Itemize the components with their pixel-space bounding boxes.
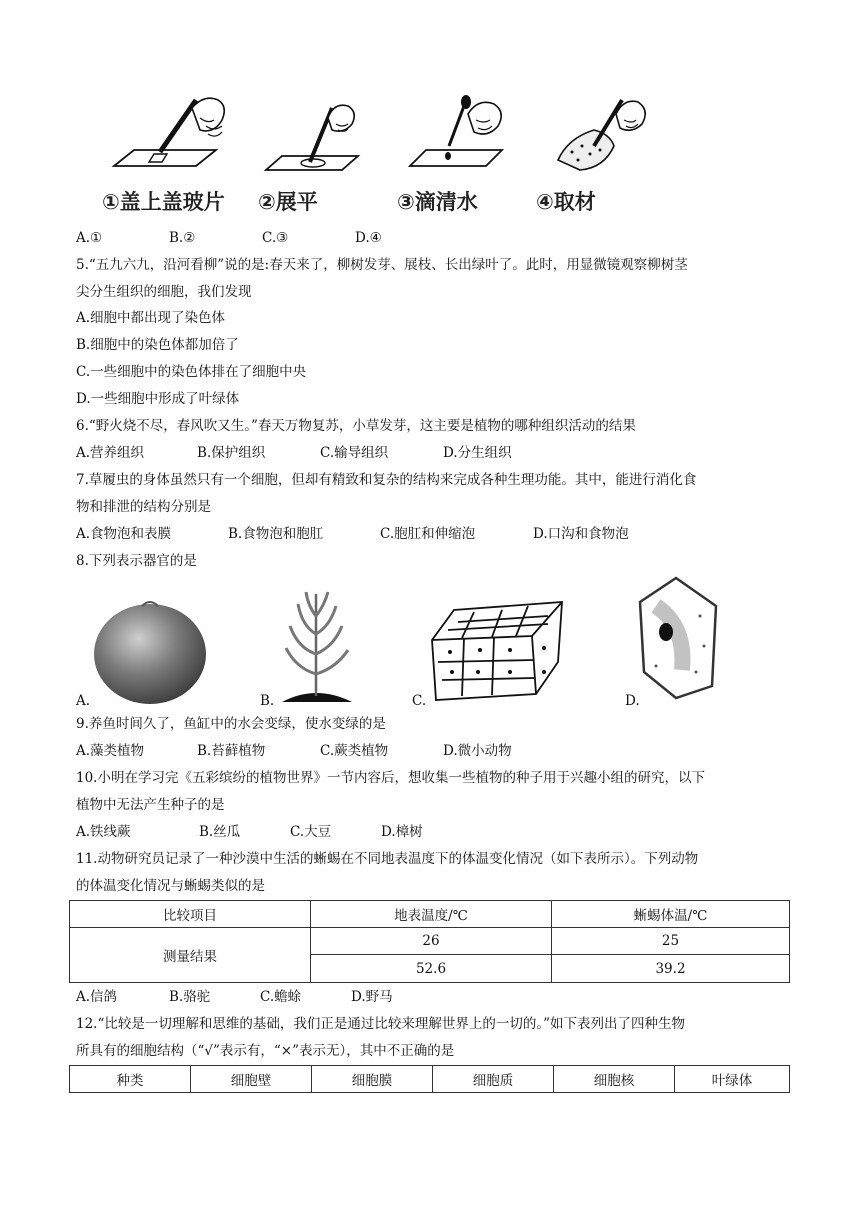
q8-option-b[interactable]: B. bbox=[260, 693, 275, 709]
table-header-cell: 地表温度/℃ bbox=[311, 901, 552, 928]
q4-option-a[interactable]: A.① bbox=[76, 230, 103, 246]
q10-option-b[interactable]: B.丝瓜 bbox=[199, 824, 241, 840]
tomato-image bbox=[90, 596, 210, 706]
q6-option-d[interactable]: D.分生组织 bbox=[443, 445, 512, 461]
q10-option-d[interactable]: D.樟树 bbox=[381, 824, 423, 840]
q4-option-b[interactable]: B.② bbox=[169, 230, 196, 246]
q9-option-d[interactable]: D.微小动物 bbox=[443, 743, 512, 759]
q12-stem-line2: 所具有的细胞结构（“√”表示有，“×”表示无），其中不正确的是 bbox=[76, 1043, 455, 1059]
q5-stem-line2: 尖分生组织的细胞，我们发现 bbox=[76, 284, 252, 300]
q4-option-d[interactable]: D.④ bbox=[355, 230, 382, 246]
q10-option-c[interactable]: C.大豆 bbox=[290, 824, 332, 840]
step-label-cover-slip: ①盖上盖玻片 bbox=[102, 190, 225, 214]
table-header-cell: 细胞壁 bbox=[191, 1066, 312, 1093]
q5-option-c[interactable]: C.一些细胞中的染色体排在了细胞中央 bbox=[76, 364, 307, 380]
q10-stem-line2: 植物中无法产生种子的是 bbox=[76, 797, 225, 813]
q5-stem-line1: 5.“五九六九，沿河看柳”说的是:春天来了，柳树发芽、展枝、长出绿叶了。此时，用显微镜观察柳树茎 bbox=[76, 257, 688, 273]
q11-stem-line1: 11.动物研究员记录了一种沙漠中生活的蜥蜴在不同地表温度下的体温变化情况（如下表所示）。下列动物 bbox=[76, 851, 699, 867]
q8-option-a[interactable]: A. bbox=[76, 693, 91, 709]
q7-option-c[interactable]: C.胞肛和伸缩泡 bbox=[380, 526, 476, 542]
table-header-cell: 细胞膜 bbox=[312, 1066, 433, 1093]
table-cell: 52.6 bbox=[311, 955, 552, 983]
q7-stem-line2: 物和排泄的结构分别是 bbox=[76, 499, 211, 515]
q9-stem: 9.养鱼时间久了，鱼缸中的水会变绿，使水变绿的是 bbox=[76, 716, 386, 732]
table-cell: 39.2 bbox=[552, 955, 790, 983]
table-header-cell: 比较项目 bbox=[70, 901, 311, 928]
q4-option-c[interactable]: C.③ bbox=[262, 230, 289, 246]
lizard-temperature-table bbox=[69, 900, 790, 983]
q9-option-a[interactable]: A.藻类植物 bbox=[76, 743, 145, 759]
q8-stem: 8.下列表示器官的是 bbox=[76, 553, 197, 569]
q11-option-b[interactable]: B.骆驼 bbox=[169, 989, 211, 1005]
tissue-sampling-illustration bbox=[550, 88, 660, 183]
q12-stem-line1: 12.“比较是一切理解和思维的基础，我们正是通过比较来理解世界上的一切的。”如下表列出了四种生物 bbox=[76, 1016, 686, 1032]
q11-option-a[interactable]: A.信鸽 bbox=[76, 989, 118, 1005]
q9-option-b[interactable]: B.苔藓植物 bbox=[197, 743, 266, 759]
step-label-drop-water: ③滴清水 bbox=[397, 190, 478, 214]
q5-option-b[interactable]: B.细胞中的染色体都加倍了 bbox=[76, 337, 239, 353]
q8-option-d[interactable]: D. bbox=[625, 693, 640, 709]
table-row bbox=[70, 928, 790, 955]
table-cell: 26 bbox=[311, 928, 552, 955]
q9-option-c[interactable]: C.蕨类植物 bbox=[320, 743, 389, 759]
dropper-illustration bbox=[402, 88, 522, 183]
plant-cell-image bbox=[636, 576, 726, 700]
q7-stem-line1: 7.草履虫的身体虽然只有一个细胞，但却有精致和复杂的结构来完成各种生理功能。其中，能进行消化食 bbox=[76, 472, 697, 488]
table-header-cell: 细胞核 bbox=[554, 1066, 675, 1093]
q5-option-d[interactable]: D.一些细胞中形成了叶绿体 bbox=[76, 391, 240, 407]
table-header-cell: 种类 bbox=[70, 1066, 191, 1093]
table-header-row bbox=[70, 901, 790, 928]
cover-slip-illustration bbox=[104, 88, 244, 183]
q7-option-a[interactable]: A.食物泡和表膜 bbox=[76, 526, 172, 542]
table-header-cell: 细胞质 bbox=[433, 1066, 554, 1093]
q10-stem-line1: 10.小明在学习完《五彩缤纷的植物世界》一节内容后，想收集一些植物的种子用于兴趣小组的研究，以下 bbox=[76, 770, 705, 786]
q7-option-b[interactable]: B.食物泡和胞肛 bbox=[228, 526, 324, 542]
table-cell: 25 bbox=[552, 928, 790, 955]
table-header-cell: 叶绿体 bbox=[675, 1066, 790, 1093]
step-label-take-material: ④取材 bbox=[536, 190, 596, 214]
cell-structure-table bbox=[69, 1065, 790, 1093]
q6-option-c[interactable]: C.输导组织 bbox=[320, 445, 389, 461]
q5-option-a[interactable]: A.细胞中都出现了染色体 bbox=[76, 310, 226, 326]
q11-stem-line2: 的体温变化情况与蜥蜴类似的是 bbox=[76, 878, 265, 894]
epidermal-tissue-image bbox=[428, 592, 568, 702]
seedling-plant-image bbox=[276, 584, 356, 704]
q11-option-d[interactable]: D.野马 bbox=[351, 989, 393, 1005]
spreading-illustration bbox=[258, 88, 368, 183]
q11-option-c[interactable]: C.蟾蜍 bbox=[260, 989, 302, 1005]
q6-option-a[interactable]: A.营养组织 bbox=[76, 445, 145, 461]
step-label-spread: ②展平 bbox=[258, 190, 318, 214]
q10-option-a[interactable]: A.铁线蕨 bbox=[76, 824, 131, 840]
table-header-cell: 蜥蜴体温/℃ bbox=[552, 901, 790, 928]
table-header-row bbox=[70, 1066, 790, 1093]
q8-option-c[interactable]: C. bbox=[412, 693, 427, 709]
q6-option-b[interactable]: B.保护组织 bbox=[197, 445, 266, 461]
q6-stem: 6.“野火烧不尽，春风吹又生。”春天万物复苏，小草发芽，这主要是植物的哪种组织活动的结果 bbox=[76, 418, 636, 434]
table-row-label: 测量结果 bbox=[70, 928, 311, 983]
q7-option-d[interactable]: D.口沟和食物泡 bbox=[533, 526, 629, 542]
